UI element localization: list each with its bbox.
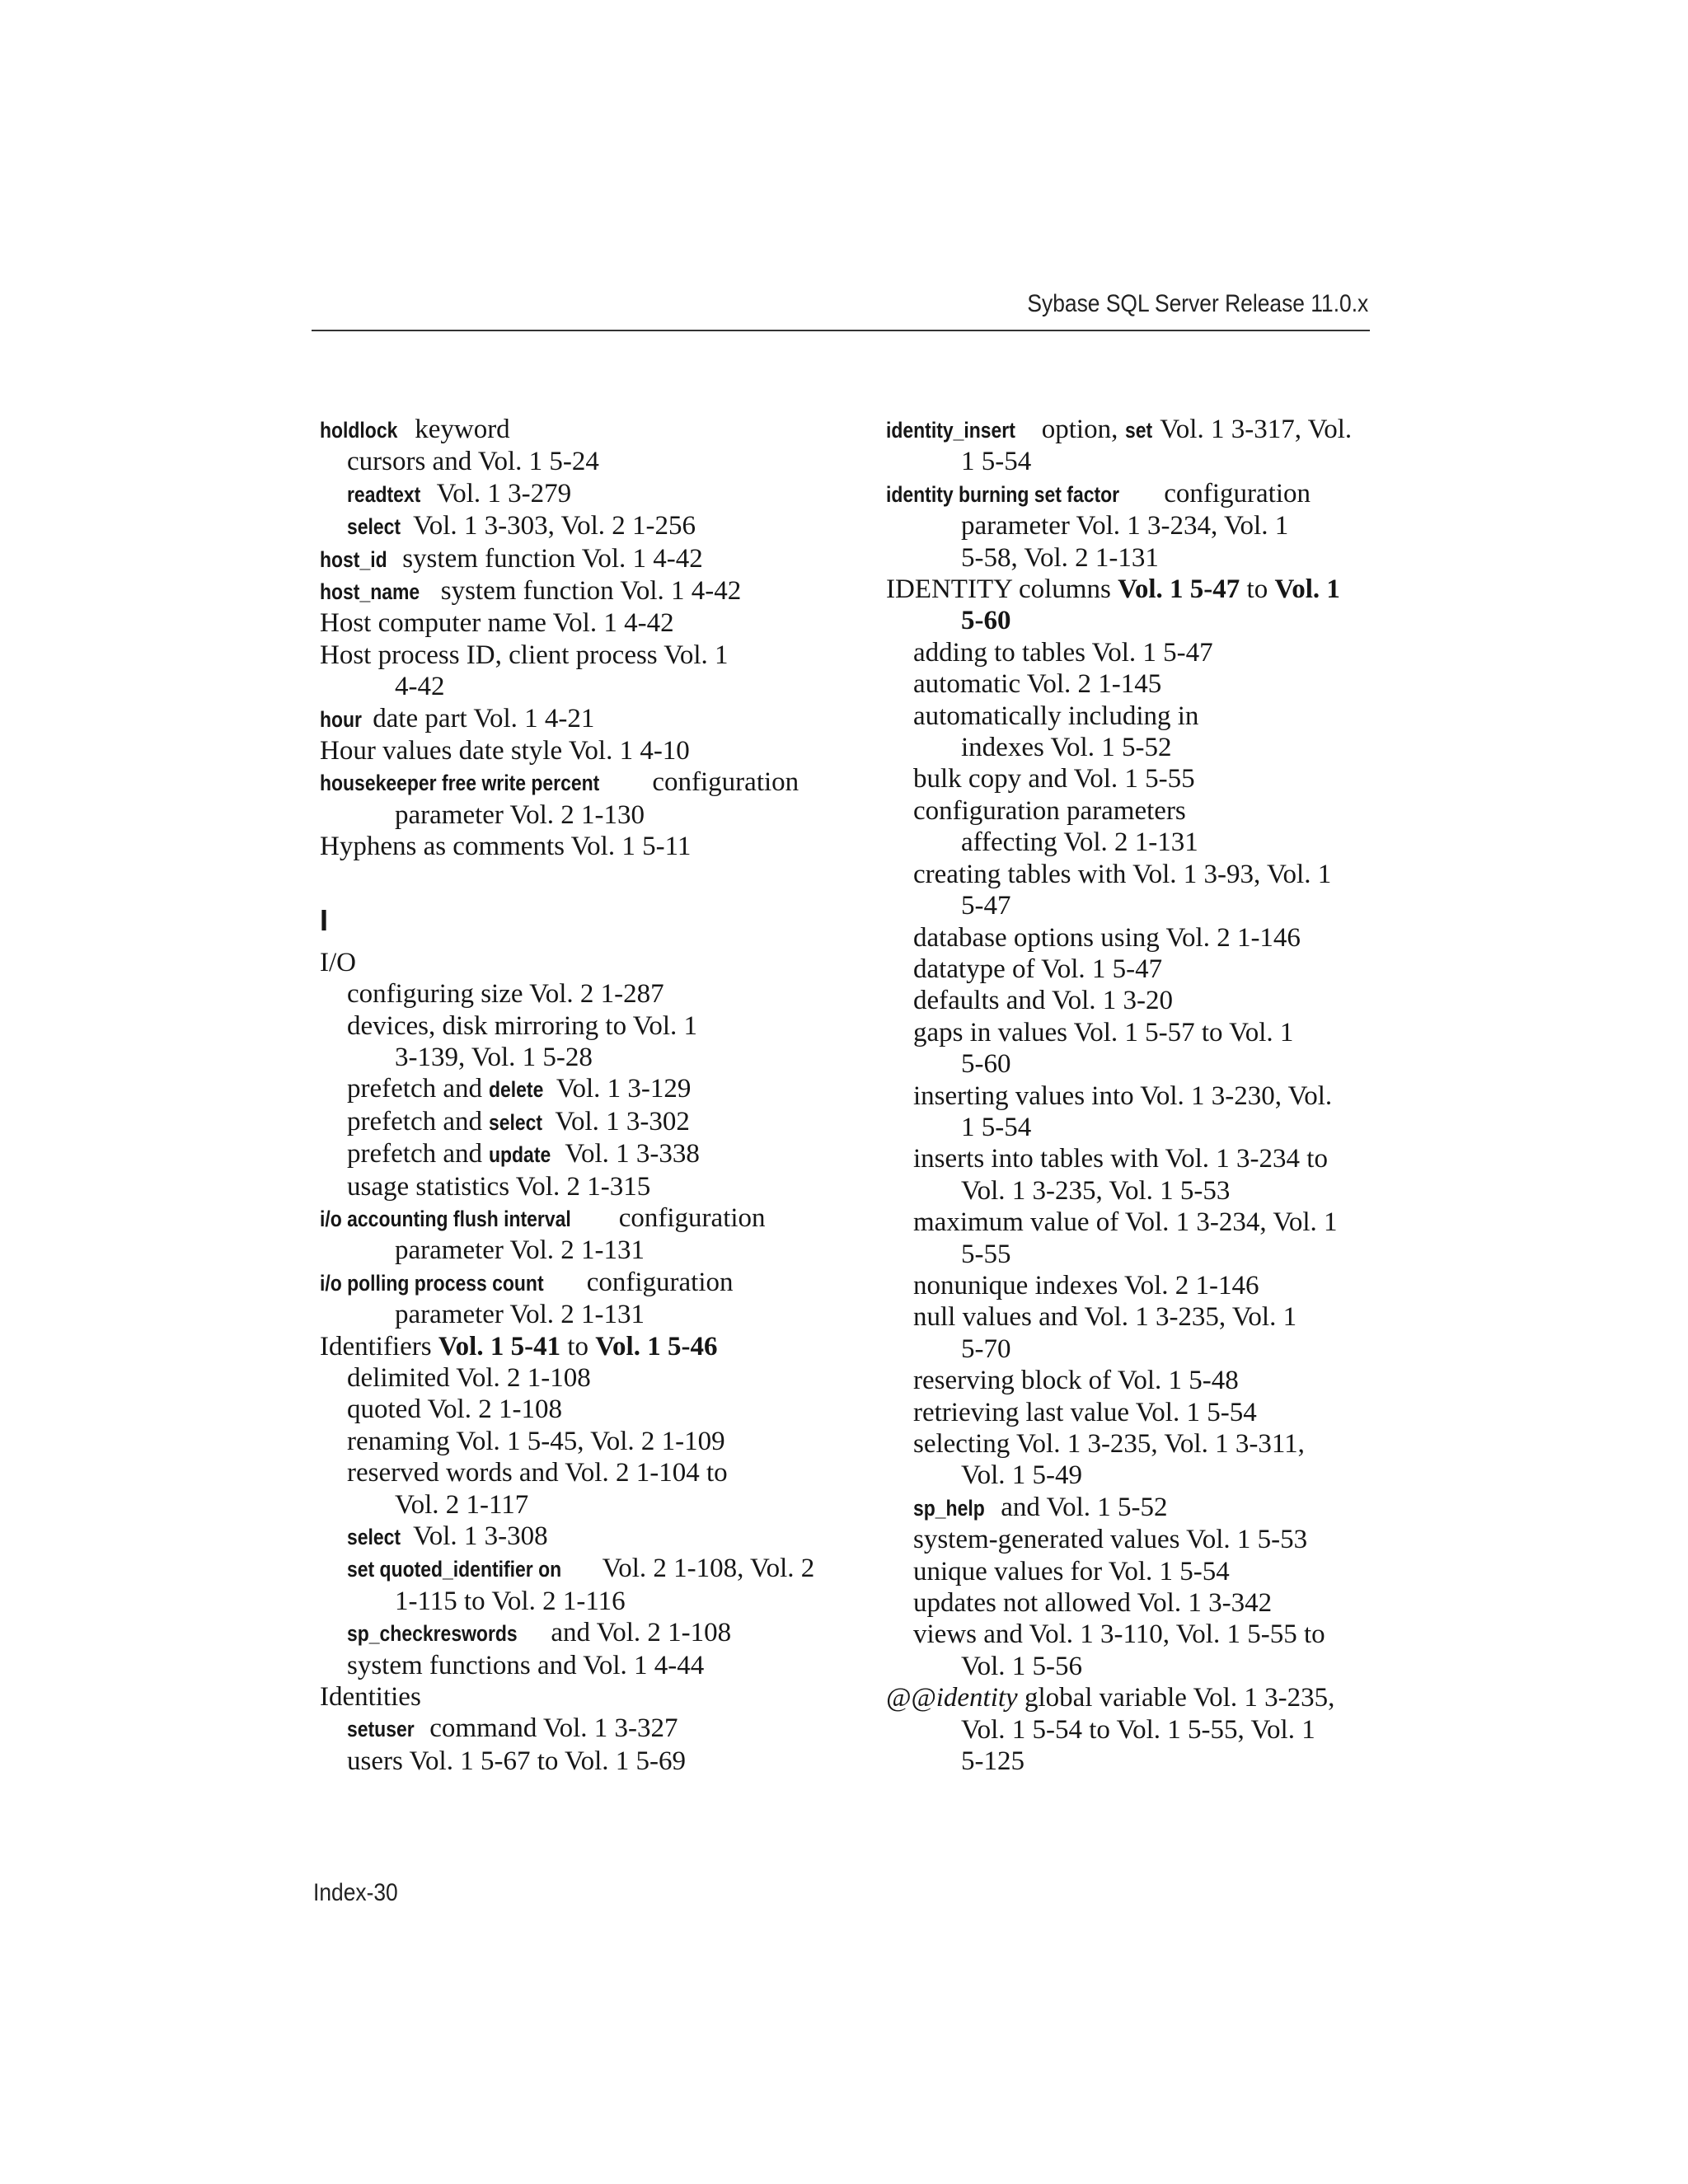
entry-text: maximum value of Vol. 1 3-234, Vol. 1 (913, 1207, 1338, 1238)
index-subentry (886, 1017, 1381, 1048)
entry-text: configuration (1156, 478, 1311, 509)
index-subentry (320, 1650, 831, 1681)
keyword-term: select (489, 1109, 543, 1135)
entry-text: Vol. 2 1-108, Vol. 2 (595, 1554, 815, 1584)
page-number: Index-30 (313, 1879, 398, 1906)
entry-text: gaps in values Vol. 1 5-57 to Vol. 1 (913, 1017, 1294, 1047)
index-entry (886, 574, 1381, 605)
entry-text: Vol. 1 5-56 (961, 1651, 1082, 1681)
index-subentry (886, 1556, 1381, 1587)
index-subentry (886, 1619, 1381, 1650)
index-entry (886, 478, 1381, 510)
index-subentry (886, 985, 1381, 1016)
entry-text: date part Vol. 1 4-21 (365, 703, 595, 733)
entry-text: Host process ID, client process Vol. 1 (320, 640, 729, 670)
index-entry-continuation (886, 1175, 1381, 1207)
entry-text: configuration (579, 1267, 734, 1297)
entry-text: prefetch and (347, 1106, 490, 1137)
index-entry-continuation (886, 542, 1381, 574)
index-entry (320, 1681, 831, 1713)
index-subentry (320, 1617, 831, 1649)
entry-text: defaults and Vol. 1 3-20 (913, 986, 1173, 1016)
index-subentry (886, 668, 1381, 700)
entry-text: Vol. 1 3-317, Vol. (1153, 415, 1353, 444)
index-entry (320, 640, 831, 671)
entry-text: 3-139, Vol. 1 5-28 (395, 1042, 593, 1072)
index-entry-continuation (320, 671, 831, 702)
entry-text: parameter Vol. 2 1-131 (395, 1300, 645, 1330)
index-entry-continuation (886, 1239, 1381, 1270)
entry-text: nonunique indexes Vol. 2 1-146 (913, 1270, 1259, 1301)
keyword-term: host_id (320, 546, 387, 572)
index-entry-continuation (886, 890, 1381, 921)
entry-text: prefetch and (347, 1139, 490, 1169)
index-entry-continuation (320, 1299, 831, 1330)
entry-text: adding to tables Vol. 1 5-47 (913, 637, 1213, 668)
entry-text: cursors and Vol. 1 5-24 (347, 447, 599, 477)
index-subentry (320, 1713, 831, 1745)
index-subentry (886, 1080, 1381, 1112)
entry-text: Vol. 2 1-117 (395, 1489, 529, 1520)
index-subentry (886, 1492, 1381, 1524)
index-entry (320, 543, 831, 575)
index-subentry (320, 1106, 831, 1138)
keyword-term: sp_help (913, 1495, 985, 1521)
index-entry-continuation (886, 605, 1381, 636)
index-subentry (320, 1457, 831, 1488)
keyword-term: host_name (320, 579, 420, 605)
index-entry-continuation (320, 1586, 831, 1617)
index-subentry (320, 478, 831, 510)
index-entry (320, 703, 831, 735)
keyword-term: identity_insert (886, 418, 1015, 443)
index-column-left (320, 414, 831, 1777)
index-entry-continuation (320, 1042, 831, 1073)
keyword-term: select (347, 514, 401, 540)
index-subentry (320, 1010, 831, 1042)
index-subentry (320, 1362, 831, 1394)
entry-text: inserts into tables with Vol. 1 3-234 to (913, 1144, 1328, 1174)
index-subentry (886, 1301, 1381, 1333)
bold-reference: Vol. 1 5-47 (1118, 574, 1240, 605)
entry-text: system functions and Vol. 1 4-44 (347, 1650, 705, 1680)
entry-text: configuration (612, 1202, 766, 1233)
entry-text: delimited Vol. 2 1-108 (347, 1362, 591, 1393)
index-subentry (886, 763, 1381, 794)
entry-text: parameter Vol. 1 3-234, Vol. 1 (961, 511, 1289, 541)
keyword-term: readtext (347, 481, 421, 507)
keyword-term: holdlock (320, 418, 398, 443)
keyword-term: sp_checkreswords (347, 1621, 518, 1647)
keyword-term: select (347, 1525, 401, 1549)
entry-text: bulk copy and Vol. 1 5-55 (913, 764, 1195, 794)
index-subentry (320, 1521, 831, 1553)
index-subentry (320, 1073, 831, 1105)
entry-text: users Vol. 1 5-67 to Vol. 1 5-69 (347, 1746, 687, 1776)
italic-term: @@identity (886, 1683, 1018, 1713)
entry-text: datatype of Vol. 1 5-47 (913, 954, 1163, 984)
entry-text: Vol. 1 5-54 to Vol. 1 5-55, Vol. 1 (961, 1714, 1315, 1745)
index-entry-continuation (886, 1333, 1381, 1365)
section-letter: I (320, 902, 329, 937)
entry-text: Host computer name Vol. 1 4-42 (320, 608, 674, 639)
entry-text: renaming Vol. 1 5-45, Vol. 2 1-109 (347, 1426, 725, 1456)
entry-text: Hour values date style Vol. 1 4-10 (320, 736, 690, 766)
index-entry-continuation (886, 1651, 1381, 1682)
index-subentry (886, 1270, 1381, 1301)
keyword-term: housekeeper free write percent (320, 771, 600, 796)
entry-text: parameter Vol. 2 1-130 (395, 799, 645, 830)
index-entry (320, 414, 831, 446)
entry-text: prefetch and (347, 1074, 490, 1104)
index-subentry (886, 859, 1381, 890)
index-entry (320, 947, 831, 978)
index-subentry (320, 1746, 831, 1777)
index-entry-continuation (320, 1235, 831, 1266)
header-rule (312, 330, 1370, 331)
index-subentry (886, 1143, 1381, 1174)
index-subentry (886, 954, 1381, 985)
entry-text: Vol. 1 3-129 (550, 1074, 692, 1104)
index-subentry (320, 978, 831, 1010)
index-subentry (320, 1426, 831, 1457)
entry-text: command Vol. 1 3-327 (423, 1713, 678, 1744)
entry-text: Vol. 1 3-302 (548, 1106, 690, 1137)
entry-text: Hyphens as comments Vol. 1 5-11 (320, 832, 692, 862)
index-subentry (886, 1365, 1381, 1396)
index-entry (320, 575, 831, 607)
index-entry (320, 607, 831, 639)
index-subentry (886, 1397, 1381, 1428)
entry-text: 1-115 to Vol. 2 1-116 (395, 1586, 626, 1616)
index-subentry (320, 1138, 831, 1170)
index-entry-continuation (886, 827, 1381, 858)
entry-text: null values and Vol. 1 3-235, Vol. 1 (913, 1302, 1297, 1333)
entry-text: I/O (320, 947, 356, 977)
index-subentry (320, 446, 831, 477)
entry-text: retrieving last value Vol. 1 5-54 (913, 1397, 1257, 1427)
entry-text: views and Vol. 1 3-110, Vol. 1 5-55 to (913, 1619, 1325, 1650)
index-subentry (320, 510, 831, 542)
index-entry-continuation (886, 1048, 1381, 1080)
entry-text: updates not allowed Vol. 1 3-342 (913, 1588, 1273, 1619)
entry-text: Vol. 1 3-235, Vol. 1 5-53 (961, 1175, 1231, 1206)
entry-text: system function Vol. 1 4-42 (434, 576, 742, 607)
entry-text: Identities (320, 1682, 421, 1713)
index-entry-continuation (886, 1714, 1381, 1746)
keyword-term: update (489, 1142, 551, 1168)
entry-text: quoted Vol. 2 1-108 (347, 1394, 562, 1425)
entry-text: automatically including in (913, 701, 1199, 731)
entry-text: 5-58, Vol. 2 1-131 (961, 542, 1159, 573)
index-subentry (886, 701, 1381, 732)
entry-text: automatic Vol. 2 1-145 (913, 669, 1162, 700)
entry-text: inserting values into Vol. 1 3-230, Vol. (913, 1080, 1333, 1111)
index-subentry (886, 795, 1381, 827)
entry-text: 5-60 (961, 1049, 1011, 1080)
index-entry-continuation (320, 799, 831, 831)
index-entry-continuation (886, 1746, 1381, 1777)
index-subentry (886, 1207, 1381, 1238)
entry-text: option, (1034, 415, 1125, 444)
entry-text: 1 5-54 (961, 1112, 1032, 1142)
index-subentry (320, 1171, 831, 1202)
keyword-term: hour (320, 706, 362, 732)
entry-text: Vol. 1 3-338 (558, 1139, 700, 1169)
keyword-term: i/o polling process count (320, 1270, 544, 1296)
keyword-term: i/o accounting flush interval (320, 1206, 571, 1231)
index-subentry (320, 1394, 831, 1425)
entry-text: configuration (645, 767, 799, 798)
index-subentry (320, 1553, 831, 1585)
entry-text: 5-47 (961, 891, 1011, 921)
bold-reference: Vol. 1 (1274, 574, 1340, 605)
entry-text: IDENTITY columns (886, 574, 1118, 605)
entry-text: database options using Vol. 2 1-146 (913, 922, 1301, 953)
keyword-term: set (1124, 418, 1152, 443)
entry-text: system-generated values Vol. 1 5-53 (913, 1525, 1308, 1555)
index-entry (886, 1682, 1381, 1713)
index-subentry (886, 1428, 1381, 1460)
entry-text: reserving block of Vol. 1 5-48 (913, 1366, 1239, 1396)
entry-text: Vol. 1 3-279 (430, 478, 572, 509)
index-entry-continuation (886, 1112, 1381, 1143)
index-entry-continuation (886, 510, 1381, 541)
index-entry-continuation (886, 732, 1381, 763)
index-entry (320, 1331, 831, 1362)
entry-text: 4-42 (395, 672, 445, 702)
index-entry-continuation (320, 1489, 831, 1521)
keyword-term: delete (489, 1077, 544, 1103)
entry-text: indexes Vol. 1 5-52 (961, 733, 1172, 763)
keyword-term: setuser (347, 1717, 415, 1742)
bold-reference: 5-60 (961, 606, 1011, 636)
index-entry (320, 1267, 831, 1299)
entry-text: parameter Vol. 2 1-131 (395, 1235, 645, 1266)
index-subentry (886, 1587, 1381, 1619)
entry-text: unique values for Vol. 1 5-54 (913, 1556, 1230, 1586)
keyword-term: identity burning set factor (886, 481, 1120, 507)
entry-text: system function Vol. 1 4-42 (395, 543, 703, 574)
entry-text: configuration parameters (913, 795, 1186, 826)
entry-text: configuring size Vol. 2 1-287 (347, 979, 664, 1010)
entry-text: reserved words and Vol. 2 1-104 to (347, 1458, 728, 1488)
index-entry (320, 831, 831, 862)
entry-text: to (560, 1331, 596, 1361)
entry-text: keyword (407, 415, 510, 444)
index-column-right (886, 414, 1381, 1777)
entry-text: to (1240, 574, 1275, 605)
entry-text: selecting Vol. 1 3-235, Vol. 1 3-311, (913, 1429, 1305, 1459)
entry-text: 5-125 (961, 1746, 1025, 1777)
index-entry-continuation (886, 1460, 1381, 1491)
index-entry (320, 1202, 831, 1235)
index-entry (886, 414, 1381, 446)
entry-text: creating tables with Vol. 1 3-93, Vol. 1 (913, 859, 1332, 889)
entry-text: 1 5-54 (961, 447, 1032, 477)
index-entry (320, 766, 831, 799)
bold-reference: Vol. 1 5-46 (595, 1331, 718, 1361)
running-header: Sybase SQL Server Release 11.0.x (1027, 290, 1368, 317)
entry-text: and Vol. 2 1-108 (544, 1618, 732, 1648)
index-entry (320, 735, 831, 766)
index-subentry (886, 637, 1381, 668)
entry-text: Vol. 1 5-49 (961, 1460, 1082, 1491)
keyword-term: set quoted_identifier on (347, 1557, 562, 1582)
index-subentry (886, 1524, 1381, 1555)
index-subentry (886, 922, 1381, 954)
entry-text: Vol. 1 3-303, Vol. 2 1-256 (406, 511, 696, 541)
entry-text: 5-55 (961, 1239, 1011, 1269)
entry-text: 5-70 (961, 1333, 1011, 1364)
entry-text: usage statistics Vol. 2 1-315 (347, 1171, 651, 1202)
index-entry-continuation (886, 446, 1381, 477)
entry-text: Identifiers (320, 1331, 438, 1361)
entry-text: global variable Vol. 1 3-235, (1017, 1683, 1335, 1713)
entry-text: affecting Vol. 2 1-131 (961, 827, 1198, 858)
entry-text: and Vol. 1 5-52 (993, 1492, 1168, 1522)
bold-reference: Vol. 1 5-41 (438, 1331, 561, 1361)
entry-text: devices, disk mirroring to Vol. 1 (347, 1010, 698, 1041)
entry-text: Vol. 1 3-308 (406, 1521, 548, 1551)
